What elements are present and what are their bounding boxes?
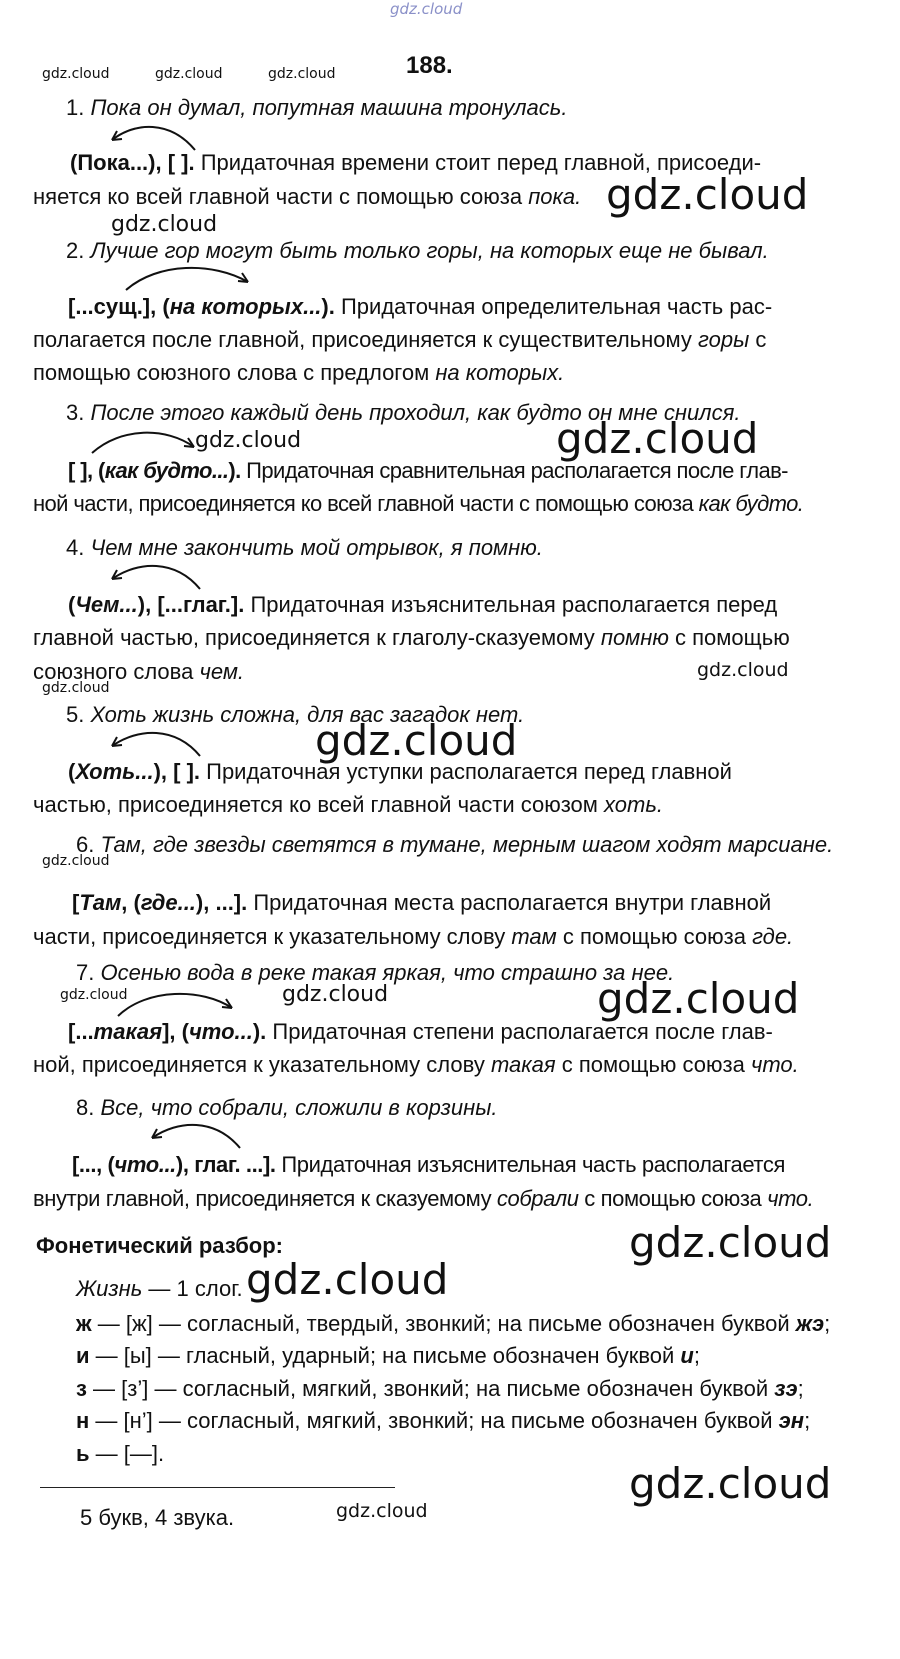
item-explanation: союзного слова чем. xyxy=(33,659,245,684)
item-explanation: (Хоть...), [ ]. Придаточная уступки располагается перед главной xyxy=(68,759,732,784)
schema: [...такая], (что...). xyxy=(68,1019,267,1044)
arrow-icon xyxy=(100,730,210,760)
watermark-large: gdz.cloud xyxy=(315,716,518,765)
item-sentence xyxy=(66,535,543,561)
sentence-text: Хоть жизнь сложна, для вас загадок нет. xyxy=(90,702,525,727)
schema: [ ], (как будто...). xyxy=(68,458,241,483)
watermark: gdz.cloud xyxy=(195,428,302,453)
watermark: gdz.cloud xyxy=(336,1500,428,1522)
item-explanation: [Там, (где...), ...]. Придаточная места располагается внутри главной xyxy=(72,890,772,915)
sentence-text: После этого каждый день проходил, как будто он мне снился. xyxy=(90,400,741,425)
item-explanation: ной части, присоединяется ко всей главной части с помощью союза как будто. xyxy=(33,491,804,516)
phonetic-row: ж — [ж] — согласный, твердый, звонкий; на письме обозначен буквой жэ; xyxy=(76,1311,831,1336)
item-number: 4. xyxy=(66,535,85,560)
watermark: gdz.cloud xyxy=(60,987,128,1003)
sentence-text: Все, что собрали, сложили в корзины. xyxy=(100,1095,498,1120)
watermark-large: gdz.cloud xyxy=(597,974,800,1023)
item-explanation: [ ], (как будто...). Придаточная сравнительная располагается после глав- xyxy=(68,458,788,483)
item-number: 2. xyxy=(66,238,85,263)
schema: [..., (что...), глаг. ...]. xyxy=(72,1152,276,1177)
item-sentence xyxy=(76,832,833,858)
arrow-icon xyxy=(100,563,210,593)
watermark-large: gdz.cloud xyxy=(556,414,759,463)
phonetic-row: н — [н’] — согласный, мягкий, звонкий; на письме обозначен буквой эн; xyxy=(76,1408,811,1433)
watermark-large: gdz.cloud xyxy=(606,170,809,219)
phonetic-row: и — [ы] — гласный, ударный; на письме обозначен буквой и; xyxy=(76,1343,700,1368)
item-number: 1. xyxy=(66,95,85,120)
item-explanation: (Чем...), [...глаг.]. Придаточная изъяснительная располагается перед xyxy=(68,592,778,617)
item-sentence xyxy=(66,400,740,426)
divider xyxy=(40,1487,395,1488)
watermark: gdz.cloud xyxy=(155,66,223,82)
phonetic-word: Жизнь — 1 слог. xyxy=(76,1276,243,1301)
watermark: gdz.cloud xyxy=(42,66,110,82)
phonetic-heading: Фонетический разбор: xyxy=(36,1233,283,1258)
item-sentence xyxy=(66,238,769,264)
item-number: 5. xyxy=(66,702,85,727)
item-sentence xyxy=(66,95,567,121)
watermark-large: gdz.cloud xyxy=(246,1255,449,1304)
schema: [Там, (где...), ...]. xyxy=(72,890,248,915)
watermark: gdz.cloud xyxy=(111,212,218,237)
watermark-top: gdz.cloud xyxy=(390,0,463,18)
arrow-icon xyxy=(118,264,258,294)
sentence-text: Осенью вода в реке такая яркая, что страшно за нее. xyxy=(100,960,675,985)
item-explanation: ной, присоединяется к указательному слову такая с помощью союза что. xyxy=(33,1052,799,1077)
watermark: gdz.cloud xyxy=(282,982,389,1007)
watermark: gdz.cloud xyxy=(697,659,789,681)
page-number: 188. xyxy=(406,52,453,79)
item-explanation: [...такая], (что...). Придаточная степени располагается после глав- xyxy=(68,1019,773,1044)
item-explanation: части, присоединяется к указательному слову там с помощью союза где. xyxy=(33,924,794,949)
sentence-text: Там, где звезды светятся в тумане, мерным шагом ходят марсиане. xyxy=(100,832,834,857)
item-explanation: полагается после главной, присоединяется к существительному горы с xyxy=(33,327,767,352)
arrow-icon xyxy=(86,427,206,457)
item-explanation: [..., (что...), глаг. ...]. Придаточная изъяснительная часть располагается xyxy=(72,1152,785,1177)
phonetic-row: з — [з’] — согласный, мягкий, звонкий; на письме обозначен буквой зэ; xyxy=(76,1376,804,1401)
item-explanation: (Пока...), [ ]. Придаточная времени стоит перед главной, присоеди- xyxy=(70,150,762,175)
item-explanation: частью, присоединяется ко всей главной части союзом хоть. xyxy=(33,792,664,817)
item-sentence xyxy=(76,960,674,986)
phonetic-summary: 5 букв, 4 звука. xyxy=(80,1505,235,1530)
schema: (Пока...), [ ]. xyxy=(70,150,195,175)
item-sentence xyxy=(76,1095,498,1121)
item-number: 3. xyxy=(66,400,85,425)
sentence-text: Чем мне закончить мой отрывок, я помню. xyxy=(90,535,543,560)
item-explanation: помощью союзного слова с предлогом на которых. xyxy=(33,360,565,385)
schema: (Хоть...), [ ]. xyxy=(68,759,201,784)
arrow-icon xyxy=(140,1122,250,1152)
item-explanation: главной частью, присоединяется к глаголу-сказуемому помню с помощью xyxy=(33,625,790,650)
item-explanation: [...сущ.], (на которых...). Придаточная определительная часть рас- xyxy=(68,294,773,319)
watermark-large: gdz.cloud xyxy=(629,1459,832,1508)
item-sentence xyxy=(66,702,524,728)
watermark: gdz.cloud xyxy=(268,66,336,82)
watermark: gdz.cloud xyxy=(42,680,110,696)
phonetic-row: ь — [—]. xyxy=(76,1441,165,1466)
arrow-icon xyxy=(112,990,242,1020)
watermark-large: gdz.cloud xyxy=(629,1218,832,1267)
schema: (Чем...), [...глаг.]. xyxy=(68,592,245,617)
item-number: 7. xyxy=(76,960,95,985)
sentence-text: Лучше гор могут быть только горы, на которых еще не бывал. xyxy=(90,238,769,263)
sentence-text: Пока он думал, попутная машина тронулась. xyxy=(90,95,568,120)
item-number: 6. xyxy=(76,832,95,857)
item-explanation: няется ко всей главной части с помощью союза пока. xyxy=(33,184,582,209)
watermark: gdz.cloud xyxy=(42,853,110,869)
item-number: 8. xyxy=(76,1095,95,1120)
item-explanation: внутри главной, присоединяется к сказуемому собрали с помощью союза что. xyxy=(33,1186,814,1211)
schema: [...сущ.], (на которых...). xyxy=(68,294,335,319)
